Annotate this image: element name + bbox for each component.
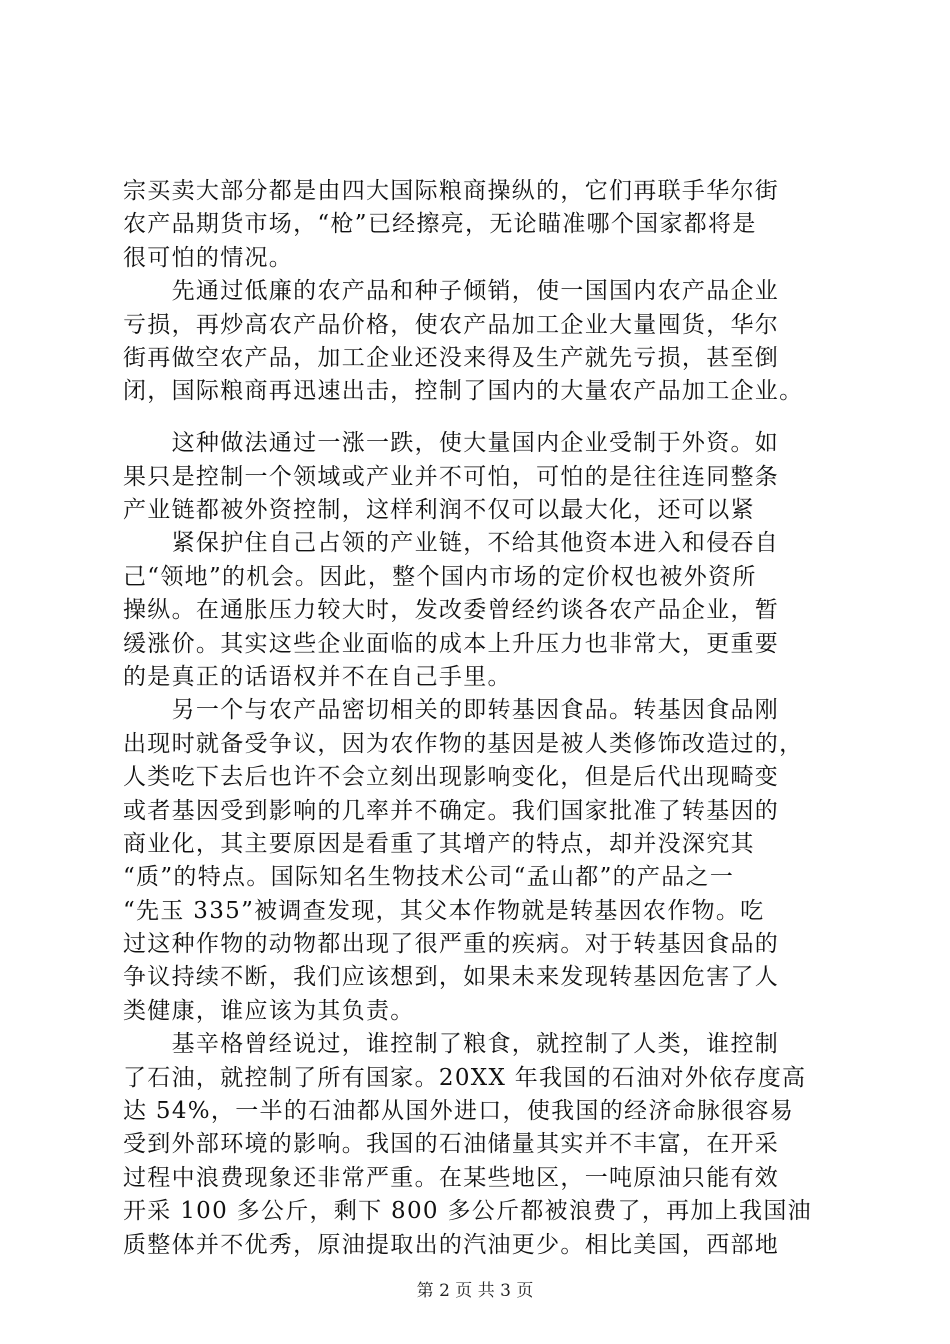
text-line: 开采 100 多公斤，剩下 800 多公斤都被浪费了，再加上我国油 [123,1198,812,1224]
text-line: 人类吃下去后也许不会立刻出现影响变化，但是后代出现畸变 [123,764,780,790]
text-line: “质”的特点。国际知名生物技术公司“孟山都”的产品之一 [123,864,735,890]
text-line: 产业链都被外资控制，这样利润不仅可以最大化，还可以紧 [123,497,755,523]
text-line: 果只是控制一个领域或产业并不可怕，可怕的是往往连同整条 [123,464,780,490]
text-line: 争议持续不断，我们应该想到，如果未来发现转基因危害了人 [123,964,780,990]
text-line: 商业化，其主要原因是看重了其增产的特点，却并没深究其 [123,831,755,857]
text-line: 操纵。在通胀压力较大时，发改委曾经约谈各农产品企业，暂 [123,597,780,623]
text-line: 过这种作物的动物都出现了很严重的疾病。对于转基因食品的 [123,931,780,957]
text-line: 另一个与农产品密切相关的即转基因食品。转基因食品刚 [123,697,780,723]
text-line: 达 54%，一半的石油都从国外进口，使我国的经济命脉很容易 [123,1098,795,1124]
text-line: 街再做空农产品，加工企业还没来得及生产就先亏损，甚至倒 [123,345,780,371]
text-line: 出现时就备受争议，因为农作物的基因是被人类修饰改造过的， [123,731,804,757]
text-line: 质整体并不优秀，原油提取出的汽油更少。相比美国，西部地 [123,1232,780,1258]
text-line: 紧保护住自己占领的产业链，不给其他资本进入和侵吞自 [123,530,780,556]
text-line: 亏损，再炒高农产品价格，使农产品加工企业大量囤货，华尔 [123,312,780,338]
text-line: 很可怕的情况。 [123,245,294,271]
text-line: 闭，国际粮商再迅速出击，控制了国内的大量农产品加工企业。 [123,378,804,404]
text-line: 受到外部环境的影响。我国的石油储量其实并不丰富，在开采 [123,1131,780,1157]
text-line: 了石油，就控制了所有国家。20XX 年我国的石油对外依存度高 [123,1065,807,1091]
text-line: “先玉 335”被调查发现，其父本作物就是转基因农作物。吃 [123,898,765,924]
text-line: 这种做法通过一涨一跌，使大量国内企业受制于外资。如 [123,430,780,456]
text-line: 缓涨价。其实这些企业面临的成本上升压力也非常大，更重要 [123,631,780,657]
text-line: 己“领地”的机会。因此，整个国内市场的定价权也被外资所 [123,564,757,590]
text-line: 过程中浪费现象还非常严重。在某些地区，一吨原油只能有效 [123,1165,780,1191]
text-line: 先通过低廉的农产品和种子倾销，使一国国内农产品企业 [123,278,780,304]
text-line: 的是真正的话语权并不在自己手里。 [123,664,512,690]
page-footer: 第 2 页 共 3 页 [416,1281,534,1301]
text-line: 宗买卖大部分都是由四大国际粮商操纵的，它们再联手华尔街 [123,178,780,204]
text-line: 或者基因受到影响的几率并不确定。我们国家批准了转基因的 [123,798,780,824]
text-line: 类健康，谁应该为其负责。 [123,998,415,1024]
text-line: 农产品期货市场，“枪”已经擦亮，无论瞄准哪个国家都将是 [123,211,757,237]
text-line: 基辛格曾经说过，谁控制了粮食，就控制了人类，谁控制 [123,1031,780,1057]
